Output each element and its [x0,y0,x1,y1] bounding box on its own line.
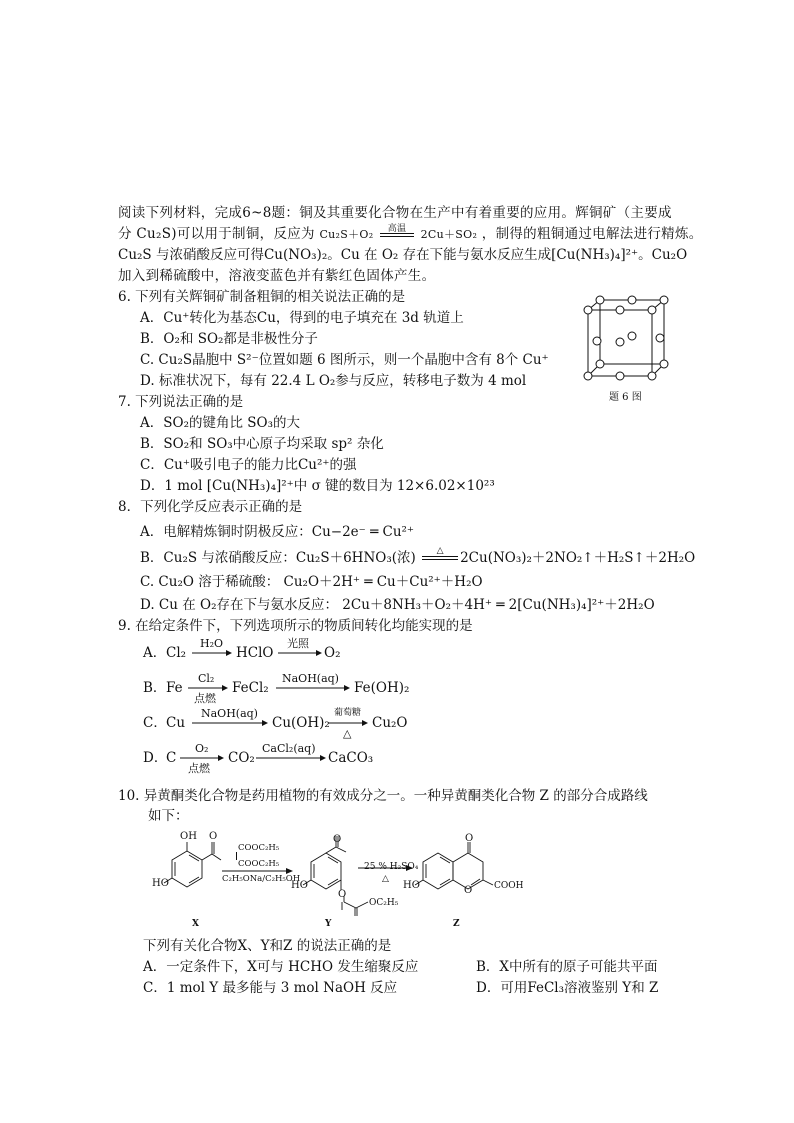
reagent-1a: COOC₂H₅ [238,843,280,853]
z-carbonyl-o-label: O [465,833,474,844]
q9-d-s3: CaCO₃ [328,750,374,766]
q9-b-s3: Fe(OH)₂ [354,680,410,696]
q8-option-b-right: 2Cu(NO₃)₂＋2NO₂↑＋H₂S↑＋2H₂O [460,550,696,566]
q6-stem: 6. 下列有关辉铜矿制备粗铜的相关说法正确的是 [118,289,406,305]
q7-option-a: A．SO₂的键角比 SO₃的大 [140,415,300,431]
z-ho-label: HO [403,880,420,891]
z-ring-o-label: O [464,885,473,896]
q10-option-d: D．可用FeCl₃溶液鉴别 Y和 Z [476,980,659,996]
compound-y-label: Y [325,919,332,929]
intro-line-3: Cu₂S 与浓硝酸反应可得Cu(NO₃)₂。Cu 在 O₂ 存在下能与氨水反应生成[Cu(NH₃)₄]²⁺。Cu₂O [118,247,688,263]
q9-b-label: B． [143,680,167,696]
q9-d-c1b: 点燃 [188,762,210,775]
q9-a-c2: 光照 [287,637,309,650]
z-benzene-ring [423,853,453,889]
intro-line-1: 阅读下列材料，完成6~8题：铜及其重要化合物在生产中有着重要的应用。辉铜矿（主要成 [118,205,672,221]
q8-option-b-label: B．Cu₂S 与浓硝酸反应： [140,550,296,566]
q9-c-c1: NaOH(aq) [201,707,258,720]
q6-option-d: D. 标准状况下，每有 22.4 L O₂参与反应，转移电子数为 4 mol [140,373,527,389]
q6-figure-caption: 题 6 图 [609,392,642,403]
q9-d-s2: CO₂ [228,750,255,766]
q9-a-s2: HClO [236,645,274,661]
intro-eq-left: Cu₂S＋O₂ [319,228,374,241]
q10-stem-line-2: 如下： [148,808,189,824]
q10-option-a: A．一定条件下，X可与 HCHO 发生缩聚反应 [143,959,419,975]
intro-line-2a: 分 Cu₂S)可以用于制铜，反应为 [118,226,315,242]
q9-a-s1: Cl₂ [166,645,187,661]
q9-b-c2: NaOH(aq) [282,672,339,685]
z-cooh-label: COOH [494,881,524,891]
q9-c-c2b: △ [343,727,352,740]
q9-c-s2: Cu(OH)₂ [272,715,330,731]
q9-stem: 9. 在给定条件下，下列选项所示的物质间转化均能实现的是 [118,618,473,634]
q9-d-c2: CaCl₂(aq) [262,742,316,755]
y-benzene-ring [311,853,341,889]
synthesis-scheme [148,830,538,934]
q8-option-b-left: Cu₂S＋6HNO₃(浓) [295,550,416,566]
intro-line-2b: ，制得的粗铜通过电解法进行精炼。 [481,226,703,242]
reagent-1c: C₂H₅ONa/C₂H₅OH [222,874,301,884]
reagent-1-bond [236,852,237,860]
z-pyranone-ring [453,853,483,889]
q9-c-s1: Cu [166,715,186,731]
x-benzene-ring [172,851,202,887]
y-ether-o-label: O [338,889,347,900]
q9-a-arrow-1 [192,648,234,658]
x-ho-label: HO [152,878,169,889]
q6-option-b: B．O₂和 SO₂都是非极性分子 [140,331,318,347]
q8-option-a: A．电解精炼铜时阴极反应：Cu−2e⁻ ═ Cu²⁺ [140,524,415,540]
q9-d-label: D． [143,750,168,766]
q9-c-c2: 葡萄糖 [334,708,362,718]
intro-line-4: 加入到稀硫酸中，溶液变蓝色并有紫红色固体产生。 [118,268,436,284]
intro-line-2: 分 Cu₂S)可以用于制铜，反应为 Cu₂S＋O₂ 高温 2Cu＋SO₂ ，制得的粗铜通过电解法进行精炼。 [118,224,703,242]
q9-a-label: A． [143,645,167,661]
q6-option-a: A．Cu⁺转化为基态Cu，得到的电子填充在 3d 轨道上 [140,310,464,326]
x-oh-label: OH [180,831,197,842]
q9-c-s3: Cu₂O [372,715,408,731]
compound-z-label: Z [453,919,460,929]
y-ho-label: HO [291,880,308,891]
q9-c-arrow-1 [192,718,270,728]
reagent-2a: 25 % H₂SO₄ [364,862,419,872]
x-carbonyl-o-label: O [209,831,218,842]
intro-eq-right: 2Cu＋SO₂ [420,228,478,241]
q8-option-c: C. Cu₂O 溶于稀硫酸： Cu₂O＋2H⁺ ═ Cu＋Cu²⁺＋H₂O [140,574,483,590]
q9-a-s3: O₂ [324,645,341,661]
q8-stem: 8．下列化学反应表示正确的是 [118,499,303,515]
q9-b-c1b: 点燃 [194,692,216,705]
compound-x-label: X [192,919,199,929]
q9-b-s1: Fe [166,680,183,696]
q8-option-d: D. Cu 在 O₂存在下与氨水反应： 2Cu＋8NH₃＋O₂＋4H⁺ ═ 2[Cu(NH₃)₄]²⁺＋2H₂O [140,597,655,613]
q9-b-s2: FeCl₂ [232,680,269,696]
q9-d-s1: C [166,750,177,766]
q9-a-c1: H₂O [200,637,224,650]
q7-option-d: D．1 mol [Cu(NH₃)₄]²⁺中 σ 键的数目为 12×6.02×10²³ [140,478,495,494]
q10-stem-line-1: 10. 异黄酮类化合物是药用植物的有效成分之一。一种异黄酮类化合物 Z 的部分合成路线 [118,788,648,804]
q9-a-arrow-2 [278,648,324,658]
crystal-cell-figure [582,294,674,386]
q10-option-b: B．X中所有的原子可能共平面 [476,959,658,975]
q6-option-c: C. Cu₂S晶胞中 S²⁻位置如题 6 图所示，则一个晶胞中含有 8个 Cu⁺ [140,352,549,368]
q9-d-arrow-2 [256,753,328,763]
y-carbonyl-o-label: O [333,834,342,845]
q7-stem: 7. 下列说法正确的是 [118,394,244,410]
reagent-2b: △ [382,874,389,884]
y-oc2h5-label: OC₂H₅ [369,898,399,908]
q9-d-c1: O₂ [195,742,209,755]
q7-option-c: C．Cu⁺吸引电子的能力比Cu²⁺的强 [140,457,357,473]
q8-option-b: B．Cu₂S 与浓硝酸反应：Cu₂S＋6HNO₃(浓) △ 2Cu(NO₃)₂＋2NO₂↑＋H₂S↑＋2H₂O [140,546,696,566]
q10-option-c: C．1 mol Y 最多能与 3 mol NaOH 反应 [143,980,398,996]
q9-b-arrow-2 [276,683,352,693]
q7-option-b: B．SO₂和 SO₃中心原子均采取 sp² 杂化 [140,436,384,452]
reagent-1b: COOC₂H₅ [238,859,280,869]
q9-b-c1: Cl₂ [198,672,215,685]
q10-question: 下列有关化合物X、Y和Z 的说法正确的是 [143,938,392,954]
q9-c-label: C． [143,715,167,731]
